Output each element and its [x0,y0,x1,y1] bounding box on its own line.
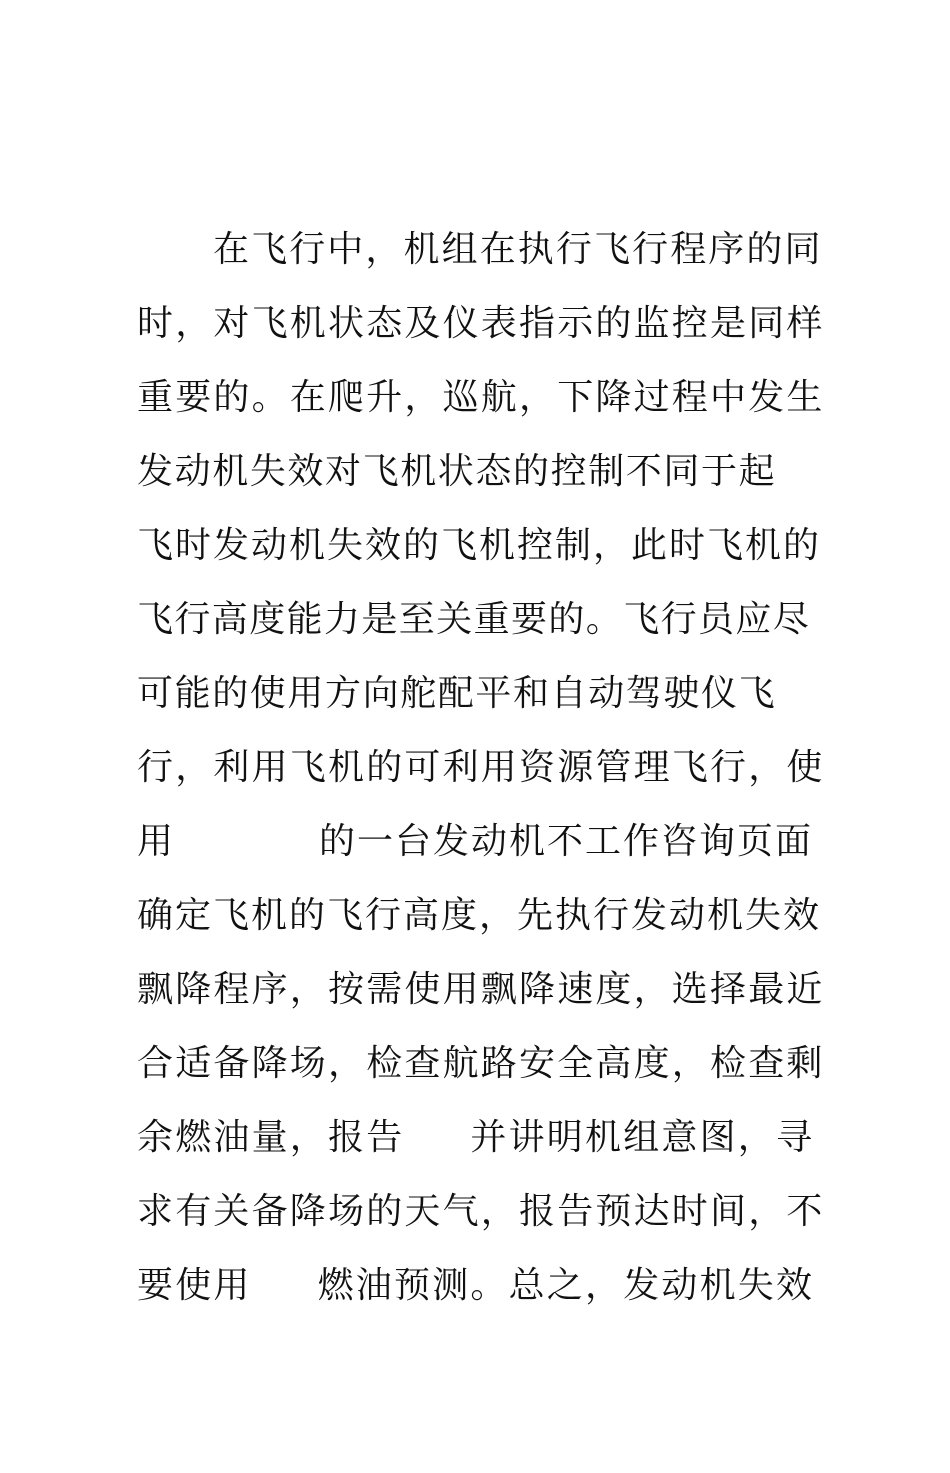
body-paragraph [137,218,825,1328]
line-segment: 并讲明机组意图，寻 [470,1117,815,1158]
paragraph-line: 飞时发动机失效的飞机控制，此时飞机的 [137,525,822,566]
paragraph-line: 行，利用飞机的可利用资源管理飞行，使 [137,747,825,788]
paragraph-line: 时，对飞机状态及仪表指示的监控是同样 [137,303,825,344]
paragraph-line [137,810,817,884]
line-segment: 的一台发动机不工作咨询页面 [319,821,814,862]
paragraph-line: 确定飞机的飞行高度，先执行发动机失效 [137,895,822,936]
line-segment: 燃油预测。总之，发动机失效 [317,1265,815,1306]
paragraph-line: 求有关备降场的天气，报告预达时间，不 [137,1191,825,1232]
paragraph-line: 合适备降场，检查航路安全高度，检查剩 [137,1043,825,1084]
paragraph-line: 在飞行中，机组在执行飞行程序的同 [213,229,823,270]
paragraph-line: 可能的使用方向舵配平和自动驾驶仪飞 [137,673,777,714]
line-segment: 用 [137,821,176,862]
paragraph-line: 发动机失效对飞机状态的控制不同于起 [137,451,777,492]
paragraph-line: 重要的。在爬升，巡航，下降过程中发生 [137,377,825,418]
line-segment: 余燃油量，报告 [137,1117,405,1158]
paragraph-line: 飞行高度能力是至关重要的。飞行员应尽 [137,599,811,640]
line-segment: 要使用 [137,1265,252,1306]
paragraph-line [137,1106,817,1180]
paragraph-line [137,1254,817,1328]
paragraph-line: 飘降程序，按需使用飘降速度，选择最近 [137,969,825,1010]
